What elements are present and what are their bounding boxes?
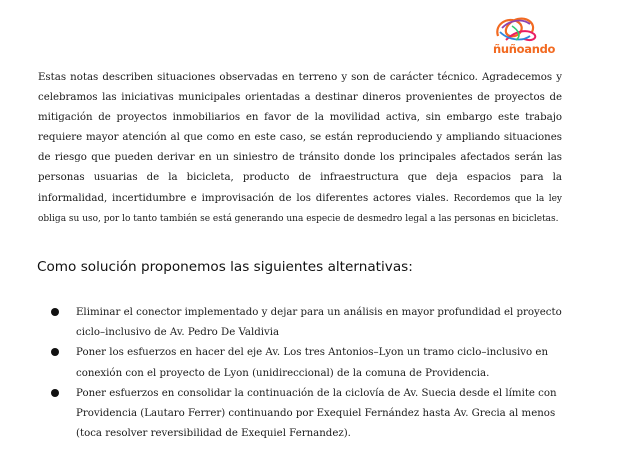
intro-main-text: Estas notas describen situaciones observadas en terreno y son de carácter técnico. Agradecemos y celebramos las iniciativas municipales orientadas a destinar dineros provenientes de proyectos de mitigación de proyectos inmobiliarios en favor de la movilidad activa, sin embargo este trabajo requiere mayor atención al que como en este caso, se están reproduciendo y ampliando situaciones de riesgo que pueden derivar en un siniestro de tránsito donde los principales afectados serán las personas usuarias de la bicicleta, producto de infraestructura que deja espacios para la informalidad, incertidumbre e improvisación de los diferentes actores viales. bbox=[38, 72, 562, 204]
list-item bbox=[0, 384, 566, 445]
logo-swirl-icon bbox=[492, 14, 540, 44]
list-item-text: Poner los esfuerzos en hacer del eje Av. Los tres Antonios–Lyon un tramo ciclo–inclusivo en conexión con el proyecto de Lyon (unidireccional) de la comuna de Providencia. bbox=[76, 347, 549, 379]
list-item bbox=[0, 303, 566, 343]
list-item-text: Poner esfuerzos en consolidar la continuación de la ciclovía de Av. Suecia desde el límite con Providencia (Lautaro Ferrer) continuando por Exequiel Fernández hasta Av. Grecia al menos (toca resolver reversibilidad de Exequiel Fernandez). bbox=[76, 387, 557, 440]
section-heading: Como solución proponemos las siguientes alternativas: bbox=[37, 259, 413, 275]
bullet-icon bbox=[51, 389, 59, 397]
bullet-icon bbox=[51, 308, 59, 316]
logo-wordmark: ñuñoando bbox=[493, 42, 556, 56]
list-item-text: Eliminar el conector implementado y dejar para un análisis en mayor profundidad el proyecto ciclo–inclusivo de Av. Pedro De Valdivia bbox=[76, 307, 562, 339]
list-item bbox=[0, 343, 566, 383]
intro-tail-text: Recordemos que la ley obliga su uso, por lo tanto también se está generando una especie de desmedro legal a las personas en bicicletas. bbox=[38, 193, 562, 224]
intro-paragraph bbox=[38, 68, 562, 229]
alternatives-list bbox=[0, 303, 618, 444]
bullet-icon bbox=[51, 348, 59, 356]
nunoando-logo bbox=[488, 14, 556, 58]
